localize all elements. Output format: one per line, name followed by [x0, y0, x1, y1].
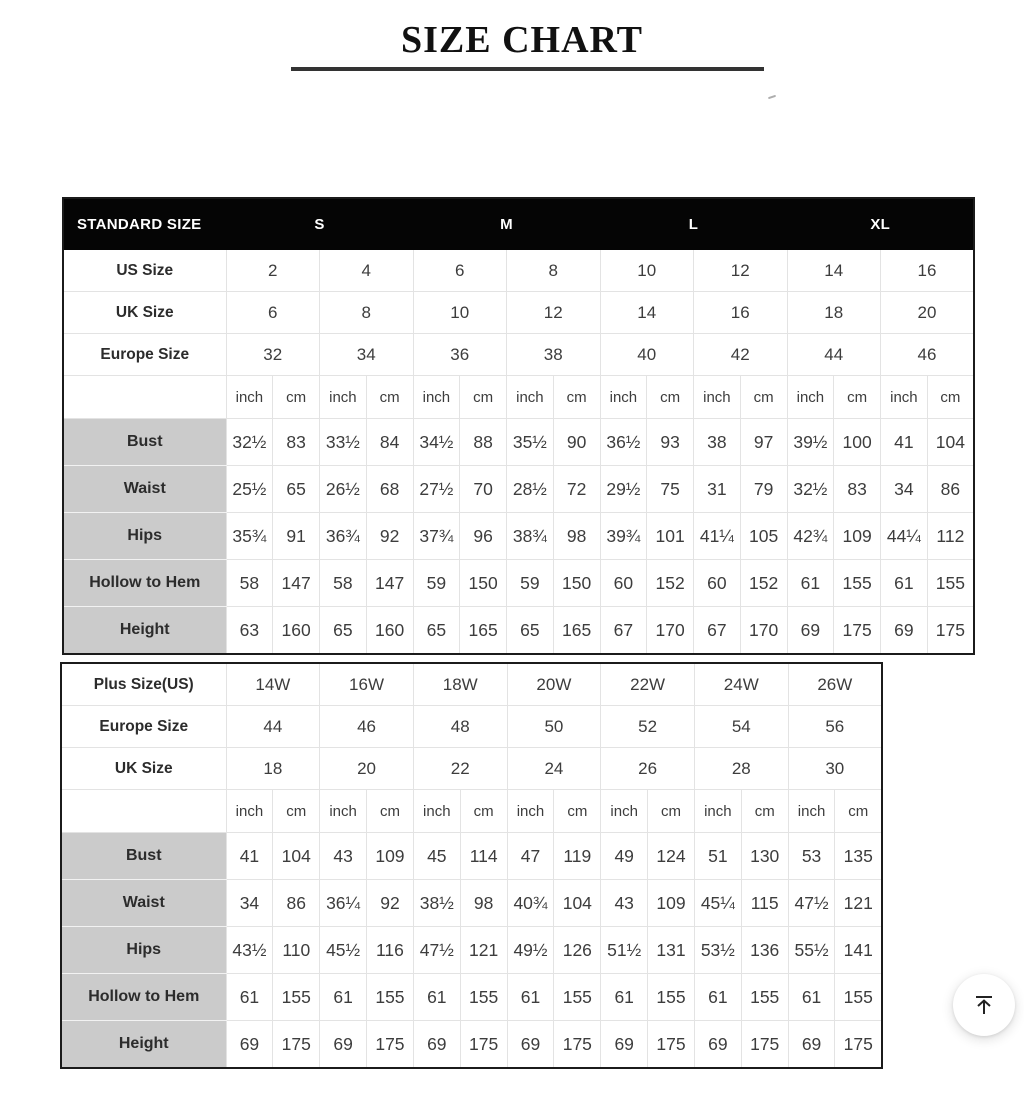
measurement-value-cell: 53 — [788, 833, 835, 880]
measurement-value-cell: 92 — [367, 880, 414, 927]
row-label-cell: Bust — [63, 419, 226, 466]
measurement-value-cell: 68 — [366, 466, 413, 513]
table-header-row — [63, 198, 974, 250]
table-row — [63, 292, 974, 334]
table-row — [61, 974, 882, 1021]
unit-cell: inch — [320, 376, 367, 419]
unit-cell: cm — [553, 376, 600, 419]
size-group-cell: L — [600, 198, 787, 250]
measurement-value-cell: 65 — [320, 607, 367, 655]
measurement-value-cell: 91 — [273, 513, 320, 560]
measurement-value-cell: 36½ — [600, 419, 647, 466]
measurement-value-cell: 175 — [835, 1021, 882, 1069]
row-label-cell: Hips — [61, 927, 226, 974]
table-row — [63, 466, 974, 513]
size-value-cell: 10 — [600, 250, 694, 292]
size-value-cell: 18 — [226, 748, 320, 790]
unit-cell: inch — [320, 790, 367, 833]
measurement-value-cell: 126 — [554, 927, 601, 974]
measurement-value-cell: 155 — [835, 974, 882, 1021]
measurement-value-cell: 43 — [601, 880, 648, 927]
size-value-cell: 46 — [881, 334, 975, 376]
unit-cell: inch — [507, 376, 554, 419]
measurement-value-cell: 104 — [927, 419, 974, 466]
measurement-value-cell: 109 — [367, 833, 414, 880]
measurement-value-cell: 112 — [927, 513, 974, 560]
measurement-value-cell: 42¾ — [787, 513, 834, 560]
row-label-cell: UK Size — [63, 292, 226, 334]
measurement-value-cell: 69 — [694, 1021, 741, 1069]
measurement-value-cell: 155 — [367, 974, 414, 1021]
measurement-value-cell: 175 — [367, 1021, 414, 1069]
measurement-value-cell: 58 — [226, 560, 273, 607]
size-value-cell: 24 — [507, 748, 601, 790]
row-label-cell: US Size — [63, 250, 226, 292]
measurement-value-cell: 39¾ — [600, 513, 647, 560]
unit-cell: cm — [460, 376, 507, 419]
title-block — [0, 20, 1024, 62]
measurement-value-cell: 59 — [507, 560, 554, 607]
row-label-cell: Plus Size(US) — [61, 663, 226, 706]
measurement-value-cell: 155 — [648, 974, 695, 1021]
measurement-value-cell: 37¾ — [413, 513, 460, 560]
measurement-value-cell: 75 — [647, 466, 694, 513]
size-value-cell: 14 — [600, 292, 694, 334]
size-value-cell: 10 — [413, 292, 507, 334]
measurement-value-cell: 175 — [927, 607, 974, 655]
measurement-value-cell: 136 — [741, 927, 788, 974]
measurement-value-cell: 29½ — [600, 466, 647, 513]
size-value-cell: 42 — [694, 334, 788, 376]
measurement-value-cell: 155 — [741, 974, 788, 1021]
size-group-cell: S — [226, 198, 413, 250]
measurement-value-cell: 65 — [507, 607, 554, 655]
size-value-cell: 8 — [507, 250, 601, 292]
unit-cell: inch — [881, 376, 928, 419]
measurement-value-cell: 72 — [553, 466, 600, 513]
measurement-value-cell: 63 — [226, 607, 273, 655]
measurement-value-cell: 59 — [413, 560, 460, 607]
measurement-value-cell: 44¼ — [881, 513, 928, 560]
measurement-value-cell: 86 — [927, 466, 974, 513]
measurement-value-cell: 69 — [787, 607, 834, 655]
measurement-value-cell: 79 — [740, 466, 787, 513]
measurement-value-cell: 41 — [881, 419, 928, 466]
measurement-value-cell: 26½ — [320, 466, 367, 513]
unit-cell: cm — [366, 376, 413, 419]
unit-cell: cm — [647, 376, 694, 419]
measurement-value-cell: 61 — [601, 974, 648, 1021]
row-label-cell: Hollow to Hem — [61, 974, 226, 1021]
measurement-value-cell: 65 — [273, 466, 320, 513]
measurement-value-cell: 90 — [553, 419, 600, 466]
measurement-value-cell: 34 — [881, 466, 928, 513]
measurement-value-cell: 36¼ — [320, 880, 367, 927]
measurement-value-cell: 155 — [554, 974, 601, 1021]
measurement-value-cell: 61 — [413, 974, 460, 1021]
row-label-cell — [63, 376, 226, 419]
size-value-cell: 4 — [320, 250, 414, 292]
measurement-value-cell: 88 — [460, 419, 507, 466]
measurement-value-cell: 175 — [554, 1021, 601, 1069]
size-value-cell: 26 — [601, 748, 695, 790]
measurement-value-cell: 25½ — [226, 466, 273, 513]
measurement-value-cell: 35¾ — [226, 513, 273, 560]
plus-size-table — [60, 662, 883, 1069]
row-label-cell: UK Size — [61, 748, 226, 790]
measurement-value-cell: 152 — [647, 560, 694, 607]
measurement-value-cell: 92 — [366, 513, 413, 560]
measurement-value-cell: 119 — [554, 833, 601, 880]
table-row — [61, 706, 882, 748]
measurement-value-cell: 61 — [787, 560, 834, 607]
unit-cell: inch — [787, 376, 834, 419]
measurement-value-cell: 170 — [740, 607, 787, 655]
measurement-value-cell: 121 — [835, 880, 882, 927]
measurement-value-cell: 40¾ — [507, 880, 554, 927]
arrow-up-to-line-icon — [971, 992, 997, 1018]
plus-tbody — [61, 663, 882, 1068]
measurement-value-cell: 61 — [694, 974, 741, 1021]
measurement-value-cell: 110 — [273, 927, 320, 974]
measurement-value-cell: 175 — [460, 1021, 507, 1069]
measurement-value-cell: 38½ — [413, 880, 460, 927]
size-value-cell: 44 — [787, 334, 881, 376]
measurement-value-cell: 69 — [601, 1021, 648, 1069]
row-label-cell: Height — [61, 1021, 226, 1069]
unit-cell: cm — [554, 790, 601, 833]
unit-cell: cm — [273, 376, 320, 419]
measurement-value-cell: 65 — [413, 607, 460, 655]
measurement-value-cell: 38¾ — [507, 513, 554, 560]
measurement-value-cell: 41 — [226, 833, 273, 880]
measurement-value-cell: 175 — [273, 1021, 320, 1069]
measurement-value-cell: 150 — [553, 560, 600, 607]
measurement-value-cell: 130 — [741, 833, 788, 880]
measurement-value-cell: 55½ — [788, 927, 835, 974]
back-to-top-button[interactable] — [953, 974, 1015, 1036]
table-row — [63, 607, 974, 655]
measurement-value-cell: 28½ — [507, 466, 554, 513]
measurement-value-cell: 27½ — [413, 466, 460, 513]
header-title-cell: STANDARD SIZE — [63, 198, 226, 250]
unit-cell: inch — [600, 376, 647, 419]
unit-cell: cm — [460, 790, 507, 833]
unit-cell: inch — [694, 376, 741, 419]
measurement-value-cell: 104 — [554, 880, 601, 927]
row-label-cell: Hips — [63, 513, 226, 560]
measurement-value-cell: 49½ — [507, 927, 554, 974]
size-value-cell: 20W — [507, 663, 601, 706]
measurement-value-cell: 93 — [647, 419, 694, 466]
table-row — [63, 513, 974, 560]
measurement-value-cell: 100 — [834, 419, 881, 466]
size-value-cell: 20 — [881, 292, 975, 334]
table-row — [61, 880, 882, 927]
measurement-value-cell: 141 — [835, 927, 882, 974]
size-value-cell: 16 — [881, 250, 975, 292]
measurement-value-cell: 35½ — [507, 419, 554, 466]
size-value-cell: 30 — [788, 748, 882, 790]
measurement-value-cell: 61 — [320, 974, 367, 1021]
measurement-value-cell: 86 — [273, 880, 320, 927]
unit-row — [61, 790, 882, 833]
size-value-cell: 14 — [787, 250, 881, 292]
measurement-value-cell: 47½ — [413, 927, 460, 974]
measurement-value-cell: 61 — [881, 560, 928, 607]
measurement-value-cell: 101 — [647, 513, 694, 560]
table-row — [61, 927, 882, 974]
measurement-value-cell: 61 — [507, 974, 554, 1021]
measurement-value-cell: 115 — [741, 880, 788, 927]
unit-cell: inch — [226, 376, 273, 419]
measurement-value-cell: 69 — [226, 1021, 273, 1069]
size-value-cell: 14W — [226, 663, 320, 706]
smudge-mark — [768, 95, 776, 99]
row-label-cell: Hollow to Hem — [63, 560, 226, 607]
title-underline — [291, 67, 764, 71]
table-row — [61, 833, 882, 880]
unit-cell: inch — [226, 790, 273, 833]
measurement-value-cell: 165 — [553, 607, 600, 655]
measurement-value-cell: 43½ — [226, 927, 273, 974]
measurement-value-cell: 61 — [788, 974, 835, 1021]
unit-row — [63, 376, 974, 419]
measurement-value-cell: 34½ — [413, 419, 460, 466]
measurement-value-cell: 49 — [601, 833, 648, 880]
unit-cell: cm — [741, 790, 788, 833]
measurement-value-cell: 147 — [273, 560, 320, 607]
size-value-cell: 8 — [320, 292, 414, 334]
measurement-value-cell: 69 — [507, 1021, 554, 1069]
unit-cell: inch — [788, 790, 835, 833]
measurement-value-cell: 175 — [648, 1021, 695, 1069]
size-value-cell: 12 — [507, 292, 601, 334]
measurement-value-cell: 51½ — [601, 927, 648, 974]
size-group-cell: XL — [787, 198, 974, 250]
size-value-cell: 46 — [320, 706, 414, 748]
standard-tbody — [63, 198, 974, 654]
measurement-value-cell: 58 — [320, 560, 367, 607]
measurement-value-cell: 155 — [927, 560, 974, 607]
table-row — [63, 419, 974, 466]
row-label-cell: Waist — [63, 466, 226, 513]
size-value-cell: 48 — [413, 706, 507, 748]
measurement-value-cell: 51 — [694, 833, 741, 880]
measurement-value-cell: 41¼ — [694, 513, 741, 560]
size-value-cell: 24W — [694, 663, 788, 706]
measurement-value-cell: 47 — [507, 833, 554, 880]
measurement-value-cell: 84 — [366, 419, 413, 466]
size-value-cell: 52 — [601, 706, 695, 748]
measurement-value-cell: 121 — [460, 927, 507, 974]
measurement-value-cell: 160 — [273, 607, 320, 655]
unit-cell: cm — [273, 790, 320, 833]
size-value-cell: 16W — [320, 663, 414, 706]
measurement-value-cell: 60 — [694, 560, 741, 607]
size-value-cell: 18W — [413, 663, 507, 706]
measurement-value-cell: 47½ — [788, 880, 835, 927]
size-group-cell: M — [413, 198, 600, 250]
page-title: SIZE CHART — [400, 19, 643, 61]
size-value-cell: 22 — [413, 748, 507, 790]
size-value-cell: 12 — [694, 250, 788, 292]
measurement-value-cell: 32½ — [787, 466, 834, 513]
measurement-value-cell: 98 — [553, 513, 600, 560]
measurement-value-cell: 155 — [460, 974, 507, 1021]
unit-cell: inch — [694, 790, 741, 833]
size-value-cell: 28 — [694, 748, 788, 790]
unit-cell: cm — [367, 790, 414, 833]
measurement-value-cell: 34 — [226, 880, 273, 927]
measurement-value-cell: 175 — [741, 1021, 788, 1069]
table-row — [63, 250, 974, 292]
measurement-value-cell: 114 — [460, 833, 507, 880]
measurement-value-cell: 69 — [320, 1021, 367, 1069]
row-label-cell: Europe Size — [63, 334, 226, 376]
row-label-cell: Bust — [61, 833, 226, 880]
size-value-cell: 44 — [226, 706, 320, 748]
measurement-value-cell: 69 — [881, 607, 928, 655]
measurement-value-cell: 116 — [367, 927, 414, 974]
measurement-value-cell: 67 — [694, 607, 741, 655]
measurement-value-cell: 83 — [273, 419, 320, 466]
measurement-value-cell: 104 — [273, 833, 320, 880]
measurement-value-cell: 67 — [600, 607, 647, 655]
table-row — [61, 1021, 882, 1069]
unit-cell: cm — [648, 790, 695, 833]
measurement-value-cell: 70 — [460, 466, 507, 513]
row-label-cell: Europe Size — [61, 706, 226, 748]
unit-cell: cm — [835, 790, 882, 833]
measurement-value-cell: 152 — [740, 560, 787, 607]
measurement-value-cell: 45 — [413, 833, 460, 880]
measurement-value-cell: 39½ — [787, 419, 834, 466]
size-value-cell: 34 — [320, 334, 414, 376]
unit-cell: cm — [927, 376, 974, 419]
size-value-cell: 16 — [694, 292, 788, 334]
measurement-value-cell: 69 — [413, 1021, 460, 1069]
measurement-value-cell: 83 — [834, 466, 881, 513]
measurement-value-cell: 160 — [366, 607, 413, 655]
measurement-value-cell: 150 — [460, 560, 507, 607]
size-value-cell: 50 — [507, 706, 601, 748]
measurement-value-cell: 32½ — [226, 419, 273, 466]
row-label-cell: Height — [63, 607, 226, 655]
size-value-cell: 40 — [600, 334, 694, 376]
measurement-value-cell: 97 — [740, 419, 787, 466]
measurement-value-cell: 105 — [740, 513, 787, 560]
size-value-cell: 54 — [694, 706, 788, 748]
standard-size-table — [62, 197, 975, 655]
unit-cell: cm — [834, 376, 881, 419]
size-value-cell: 20 — [320, 748, 414, 790]
measurement-value-cell: 155 — [834, 560, 881, 607]
measurement-value-cell: 31 — [694, 466, 741, 513]
table-row — [61, 663, 882, 706]
measurement-value-cell: 60 — [600, 560, 647, 607]
measurement-value-cell: 33½ — [320, 419, 367, 466]
size-value-cell: 56 — [788, 706, 882, 748]
measurement-value-cell: 170 — [647, 607, 694, 655]
measurement-value-cell: 109 — [648, 880, 695, 927]
size-value-cell: 32 — [226, 334, 320, 376]
size-value-cell: 26W — [788, 663, 882, 706]
row-label-cell — [61, 790, 226, 833]
measurement-value-cell: 124 — [648, 833, 695, 880]
measurement-value-cell: 45½ — [320, 927, 367, 974]
measurement-value-cell: 38 — [694, 419, 741, 466]
size-value-cell: 38 — [507, 334, 601, 376]
measurement-value-cell: 43 — [320, 833, 367, 880]
measurement-value-cell: 165 — [460, 607, 507, 655]
size-value-cell: 36 — [413, 334, 507, 376]
size-value-cell: 18 — [787, 292, 881, 334]
measurement-value-cell: 98 — [460, 880, 507, 927]
table-row — [61, 748, 882, 790]
row-label-cell: Waist — [61, 880, 226, 927]
measurement-value-cell: 175 — [834, 607, 881, 655]
table-row — [63, 560, 974, 607]
measurement-value-cell: 96 — [460, 513, 507, 560]
measurement-value-cell: 135 — [835, 833, 882, 880]
unit-cell: cm — [740, 376, 787, 419]
measurement-value-cell: 147 — [366, 560, 413, 607]
measurement-value-cell: 69 — [788, 1021, 835, 1069]
size-value-cell: 6 — [413, 250, 507, 292]
unit-cell: inch — [413, 790, 460, 833]
size-value-cell: 22W — [601, 663, 695, 706]
unit-cell: inch — [601, 790, 648, 833]
measurement-value-cell: 61 — [226, 974, 273, 1021]
size-value-cell: 6 — [226, 292, 320, 334]
measurement-value-cell: 109 — [834, 513, 881, 560]
unit-cell: inch — [507, 790, 554, 833]
table-row — [63, 334, 974, 376]
measurement-value-cell: 155 — [273, 974, 320, 1021]
measurement-value-cell: 45¼ — [694, 880, 741, 927]
measurement-value-cell: 36¾ — [320, 513, 367, 560]
measurement-value-cell: 53½ — [694, 927, 741, 974]
size-value-cell: 2 — [226, 250, 320, 292]
unit-cell: inch — [413, 376, 460, 419]
measurement-value-cell: 131 — [648, 927, 695, 974]
